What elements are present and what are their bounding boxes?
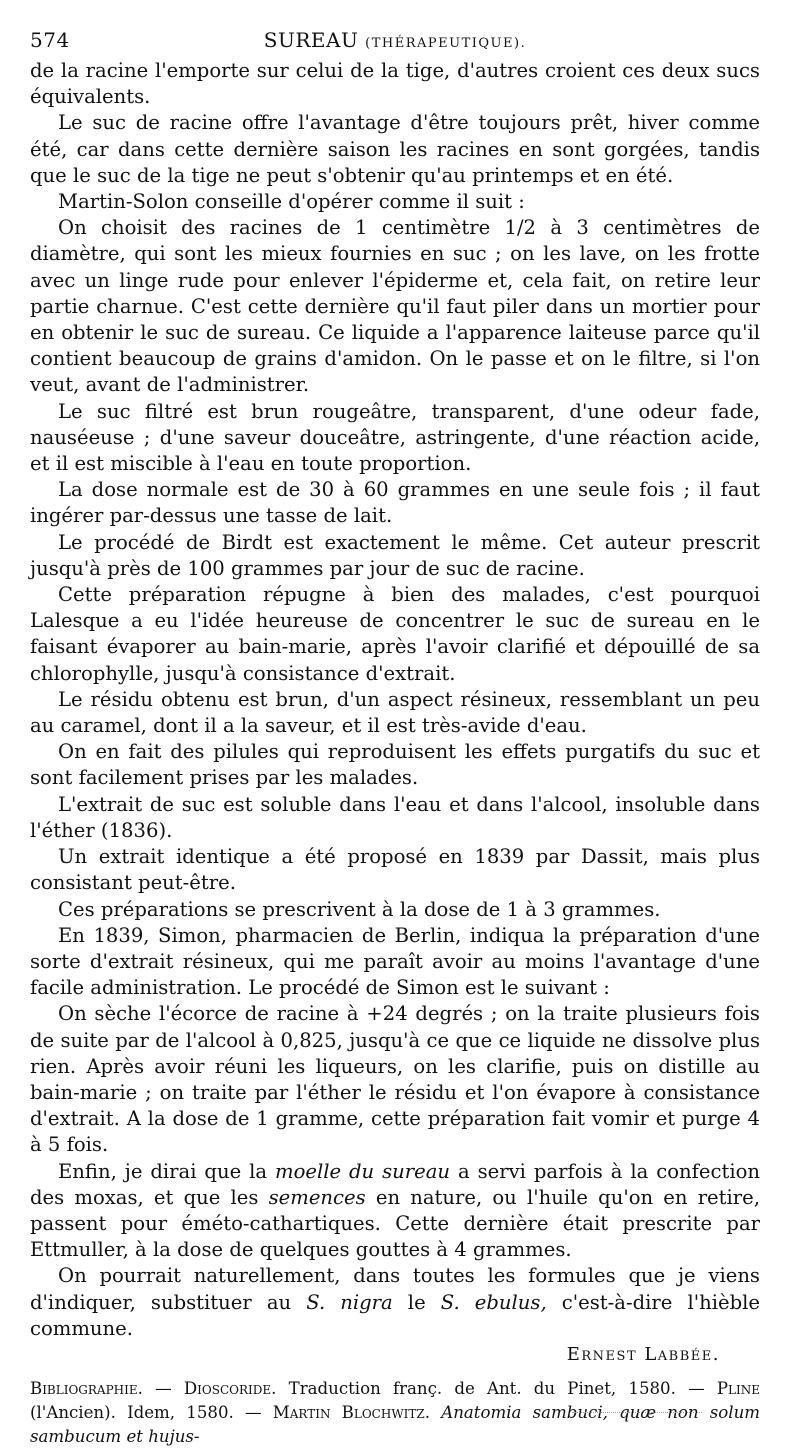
paragraph: La dose normale est de 30 à 60 grammes en une seule fois ; il faut ingérer par-dessus une tasse de lait. <box>30 478 760 528</box>
bibliography-author: Dioscoride. <box>183 1378 277 1398</box>
running-title-main: SUREAU <box>263 28 359 52</box>
text-run: On pourrait naturellement, dans toutes les formules que je viens d'indiquer, substituer au <box>30 1264 760 1314</box>
paragraph: Cette préparation répugne à bien des malades, c'est pourquoi Lalesque a eu l'idée heureuse de concentrer le suc de sureau en le faisant évaporer au bain-marie, après l'avoir clarifié et dépouillé de sa chlorophylle, jusqu'à consistance d'extrait. <box>30 583 760 685</box>
paragraph-moelle <box>30 1159 760 1264</box>
running-header <box>30 28 760 58</box>
body-text <box>30 58 760 1342</box>
text-run: Enfin, je dirai que la <box>58 1159 275 1183</box>
text-run: a servi parfois à la confection des moxas, et que les <box>30 1159 761 1209</box>
paragraph: Ces préparations se prescrivent à la dose de 1 à 3 grammes. <box>58 897 661 921</box>
paragraph: On en fait des pilules qui reproduisent les effets purgatifs du suc et sont facilement prises par les malades. <box>30 740 760 790</box>
text-run: Traduction franç. de Ant. du Pinet, 1580. — <box>276 1378 717 1398</box>
paragraph: L'extrait de suc est soluble dans l'eau et dans l'alcool, insoluble dans l'éther (1836). <box>30 792 760 842</box>
paragraph: En 1839, Simon, pharmacien de Berlin, indiqua la préparation d'une sorte d'extrait résineux, qui me paraît avoir au moins l'avantage d'une facile administration. Le procédé de Simon est le suivant : <box>30 923 760 1000</box>
italic-term: S. nigra <box>306 1290 393 1314</box>
text-run: c'est-à-dire l'hièble commune. <box>30 1290 760 1340</box>
paragraph: On sèche l'écorce de racine à +24 degrés ; on la traite plusieurs fois de suite par de l'alcool à 0,825, jusqu'à ce que ce liquide ne dissolve plus rien. Après avoir réuni les liqueurs, on les clarifie, puis on distille au bain-marie ; on traite par l'éther le résidu et l'on évapore à consistance d'extrait. A la dose de 1 gramme, cette préparation fait vomir et purge 4 à 5 fois. <box>30 1002 760 1157</box>
text-run: en nature, ou l'huile qu'on en retire, passent pour éméto-cathartiques. Cette dernière était prescrite par Ettmuller, à la dose de quelques gouttes à 4 grammes. <box>30 1185 760 1262</box>
paragraph: Le procédé de Birdt est exactement le même. Cet auteur prescrit jusqu'à près de 100 grammes par jour de suc de racine. <box>30 530 760 580</box>
page <box>30 28 760 1449</box>
running-title-sub: (THÉRAPEUTIQUE). <box>365 36 527 51</box>
paragraph: Le suc de racine offre l'avantage d'être toujours prêt, hiver comme été, car dans cette dernière saison les racines en sont gorgées, tandis que le suc de la tige ne peut s'obtenir qu'au printemps et en été. <box>30 111 760 187</box>
paragraph: Un extrait identique a été proposé en 1839 par Dassit, mais plus consistant peut-être. <box>30 845 760 895</box>
paragraph: Le suc filtré est brun rougeâtre, transparent, d'une odeur fade, nauséeuse ; d'une saveur douceâtre, astringente, d'une réaction acide, et il est miscible à l'eau en toute proportion. <box>30 399 760 476</box>
paragraph: Martin-Solon conseille d'opérer comme il suit : <box>58 190 525 214</box>
running-title <box>30 28 760 52</box>
page-edge-marks <box>572 1412 702 1415</box>
author-signature: Ernest Labbée. <box>566 1343 720 1365</box>
text-run: le <box>392 1290 441 1314</box>
italic-term: semences <box>268 1185 366 1209</box>
page-number: 574 <box>30 28 70 52</box>
text-run: — <box>142 1378 184 1398</box>
italic-term: S. ebulus, <box>440 1290 547 1314</box>
paragraph: de la racine l'emporte sur celui de la tige, d'autres croient ces deux sucs équivalents. <box>30 59 760 109</box>
bibliography-label: Bibliographie. <box>30 1378 143 1398</box>
paragraph: Le résidu obtenu est brun, d'un aspect résineux, ressemblant un peu au caramel, dont il a la saveur, et il est très-avide d'eau. <box>30 687 760 738</box>
bibliography-author: Pline <box>716 1378 760 1398</box>
text-run: (l'Ancien). Idem, 1580. — <box>30 1402 273 1422</box>
italic-term: moelle du sureau <box>274 1159 451 1183</box>
paragraph: On choisit des racines de 1 centimètre 1/2 à 3 centimètres de diamètre, qui sont les mieux fournies en suc ; on les lave, on les frotte avec un linge rude pour enlever l'épiderme et, cela fait, on retire leur partie charnue. C'est cette dernière qu'il faut piler dans un mortier pour en obtenir le suc de sureau. Ce liquide a l'apparence laiteuse parce qu'il contient beaucoup de grains d'amidon. On le passe et on le filtre, si l'on veut, avant de l'administrer. <box>30 216 760 397</box>
bibliography-author: Martin Blochwitz. <box>272 1402 431 1422</box>
text-run <box>430 1403 441 1422</box>
bibliography-title: Anatomia sambuci, quæ non solum sambucum et hujus- <box>30 1402 761 1446</box>
paragraph-final <box>30 1263 760 1342</box>
